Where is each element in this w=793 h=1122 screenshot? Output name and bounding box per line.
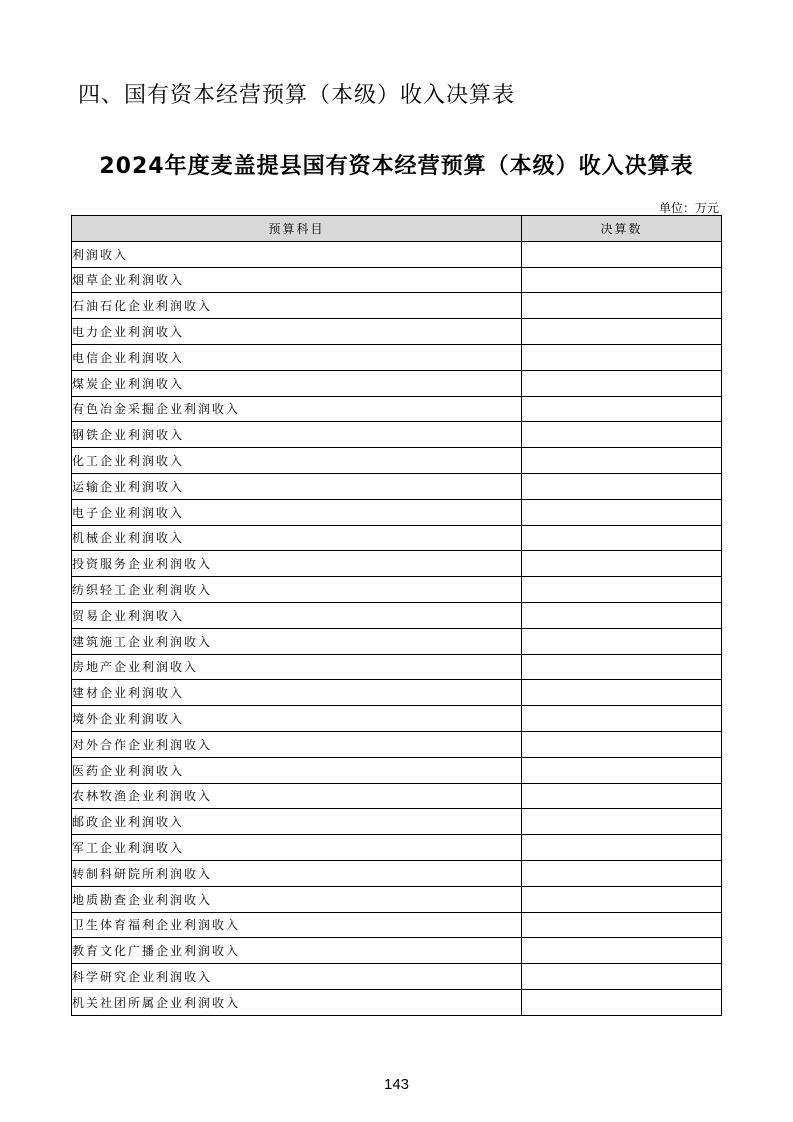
row-label: 贸易企业利润收入 — [72, 602, 522, 628]
row-value — [522, 241, 722, 267]
row-value — [522, 886, 722, 912]
row-value — [522, 860, 722, 886]
row-value — [522, 319, 722, 345]
table-row — [72, 267, 722, 293]
row-label: 对外合作企业利润收入 — [72, 731, 522, 757]
table-row — [72, 835, 722, 861]
row-label: 投资服务企业利润收入 — [72, 551, 522, 577]
row-value — [522, 835, 722, 861]
section-heading: 四、国有资本经营预算（本级）收入决算表 — [78, 83, 516, 108]
row-value — [522, 370, 722, 396]
row-value — [522, 628, 722, 654]
row-value — [522, 964, 722, 990]
table-row — [72, 731, 722, 757]
table-row-parent — [72, 241, 722, 267]
row-value — [522, 577, 722, 603]
budget-table — [71, 215, 722, 1016]
table-row — [72, 628, 722, 654]
row-label: 化工企业利润收入 — [72, 448, 522, 474]
table-header-row — [72, 216, 722, 242]
row-label: 医药企业利润收入 — [72, 757, 522, 783]
table-row — [72, 860, 722, 886]
row-label: 卫生体育福利企业利润收入 — [72, 912, 522, 938]
row-value — [522, 680, 722, 706]
table-row — [72, 989, 722, 1015]
row-label: 煤炭企业利润收入 — [72, 370, 522, 396]
table-row — [72, 886, 722, 912]
row-value — [522, 783, 722, 809]
row-value — [522, 989, 722, 1015]
table-row — [72, 448, 722, 474]
table-row — [72, 319, 722, 345]
table-row — [72, 757, 722, 783]
table-row — [72, 577, 722, 603]
row-label: 境外企业利润收入 — [72, 706, 522, 732]
row-label: 军工企业利润收入 — [72, 835, 522, 861]
row-label: 有色冶金采掘企业利润收入 — [72, 396, 522, 422]
row-value — [522, 293, 722, 319]
row-label: 石油石化企业利润收入 — [72, 293, 522, 319]
row-value — [522, 602, 722, 628]
row-value — [522, 706, 722, 732]
table-body — [72, 241, 722, 1015]
page-number: 143 — [383, 1076, 410, 1093]
row-label: 教育文化广播企业利润收入 — [72, 938, 522, 964]
row-label: 纺织轻工企业利润收入 — [72, 577, 522, 603]
row-value — [522, 654, 722, 680]
table-row — [72, 344, 722, 370]
row-value — [522, 912, 722, 938]
row-value — [522, 448, 722, 474]
table-row — [72, 422, 722, 448]
row-value — [522, 396, 722, 422]
row-label: 烟草企业利润收入 — [72, 267, 522, 293]
row-label: 转制科研院所利润收入 — [72, 860, 522, 886]
row-value — [522, 499, 722, 525]
table-row — [72, 783, 722, 809]
row-value — [522, 422, 722, 448]
column-header-amount: 决算数 — [522, 216, 722, 242]
table-row — [72, 912, 722, 938]
row-value — [522, 267, 722, 293]
table-row — [72, 680, 722, 706]
row-label: 机关社团所属企业利润收入 — [72, 989, 522, 1015]
row-label: 建筑施工企业利润收入 — [72, 628, 522, 654]
row-value — [522, 525, 722, 551]
unit-label: 单位：万元 — [658, 201, 719, 215]
table-row — [72, 396, 722, 422]
table-row — [72, 602, 722, 628]
row-label: 建材企业利润收入 — [72, 680, 522, 706]
table-row — [72, 293, 722, 319]
table-row — [72, 654, 722, 680]
row-label: 电信企业利润收入 — [72, 344, 522, 370]
row-label: 地质勘查企业利润收入 — [72, 886, 522, 912]
row-label: 科学研究企业利润收入 — [72, 964, 522, 990]
column-header-subject: 预算科目 — [72, 216, 522, 242]
table-row — [72, 964, 722, 990]
row-label: 运输企业利润收入 — [72, 473, 522, 499]
row-value — [522, 809, 722, 835]
row-label: 房地产企业利润收入 — [72, 654, 522, 680]
table-row — [72, 551, 722, 577]
table-row — [72, 499, 722, 525]
row-label: 利润收入 — [72, 241, 522, 267]
row-label: 钢铁企业利润收入 — [72, 422, 522, 448]
table-row — [72, 809, 722, 835]
row-label: 农林牧渔企业利润收入 — [72, 783, 522, 809]
row-value — [522, 731, 722, 757]
table-row — [72, 370, 722, 396]
document-title: 2024年度麦盖提县国有资本经营预算（本级）收入决算表 — [99, 154, 694, 179]
row-value — [522, 757, 722, 783]
row-value — [522, 344, 722, 370]
row-value — [522, 551, 722, 577]
table-row — [72, 525, 722, 551]
table-row — [72, 938, 722, 964]
table-row — [72, 473, 722, 499]
table-row — [72, 706, 722, 732]
row-label: 邮政企业利润收入 — [72, 809, 522, 835]
row-value — [522, 473, 722, 499]
row-label: 电力企业利润收入 — [72, 319, 522, 345]
row-value — [522, 938, 722, 964]
row-label: 电子企业利润收入 — [72, 499, 522, 525]
row-label: 机械企业利润收入 — [72, 525, 522, 551]
